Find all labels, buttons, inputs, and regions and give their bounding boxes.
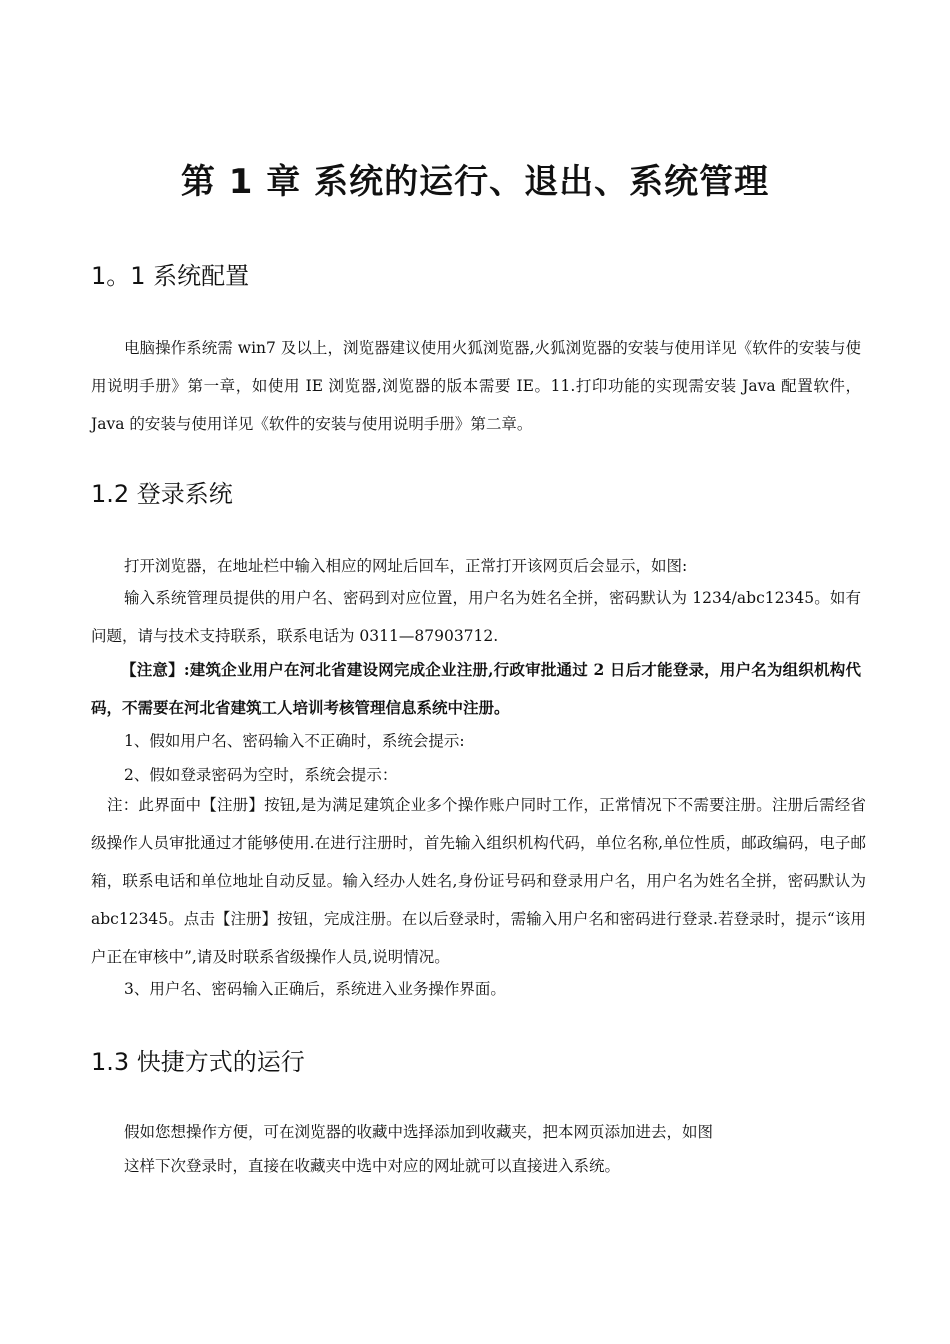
paragraph-next-login: 这样下次登录时，直接在收藏夹中选中对应的网址就可以直接进入系统。	[124, 1157, 621, 1175]
list-item-wrong-password: 1、假如用户名、密码输入不正确时，系统会提示:	[124, 732, 465, 750]
list-item-empty-password: 2、假如登录密码为空时，系统会提示：	[124, 766, 398, 784]
paragraph-open-browser: 打开浏览器，在地址栏中输入相应的网址后回车，正常打开该网页后会显示，如图:	[124, 557, 688, 575]
paragraph-system-config: 电脑操作系统需 win7 及以上，浏览器建议使用火狐浏览器,火狐浏览器的安装与使用详见《软件的安装与使用说明手册》第一章，如使用 IE 浏览器,浏览器的版本需要 IE。11.打印功能的实现需安装 Java 配置软件，Java 的安装与使用详见《软件的安装与使用说明手册》第二章。	[91, 339, 861, 433]
chapter-title: 第 1 章 系统的运行、退出、系统管理	[180, 162, 770, 202]
paragraph-login-credentials: 输入系统管理员提供的用户名、密码到对应位置，用户名为姓名全拼，密码默认为 1234/abc12345。如有问题，请与技术支持联系，联系电话为 0311—87903712.	[91, 589, 861, 645]
list-item-correct-login: 3、用户名、密码输入正确后，系统进入业务操作界面。	[124, 980, 506, 998]
section-heading-1-2: 1.2 登录系统	[91, 480, 233, 508]
paragraph-add-favorite: 假如您想操作方便，可在浏览器的收藏中选择添加到收藏夹，把本网页添加进去，如图	[124, 1123, 714, 1141]
paragraph-register-note: 注：此界面中【注册】按钮,是为满足建筑企业多个操作账户同时工作，正常情况下不需要注册。注册后需经省级操作人员审批通过才能够使用.在进行注册时，首先输入组织机构代码，单位名称,单位性质，邮政编码，电子邮箱，联系电话和单位地址自动反显。输入经办人姓名,身份证号码和登录用户名，用户名为姓名全拼，密码默认为 abc12345。点击【注册】按钮，完成注册。在以后登录时，需输入用户名和密码进行登录.若登录时，提示“该用户正在审核中”,请及时联系省级操作人员,说明情况。	[91, 796, 866, 966]
paragraph-notice: 【注意】:建筑企业用户在河北省建设网完成企业注册,行政审批通过 2 日后才能登录，用户名为组织机构代码，不需要在河北省建筑工人培训考核管理信息系统中注册。	[91, 660, 861, 717]
section-heading-1-3: 1.3 快捷方式的运行	[91, 1048, 305, 1076]
section-heading-1-1: 1。1 系统配置	[91, 262, 250, 290]
